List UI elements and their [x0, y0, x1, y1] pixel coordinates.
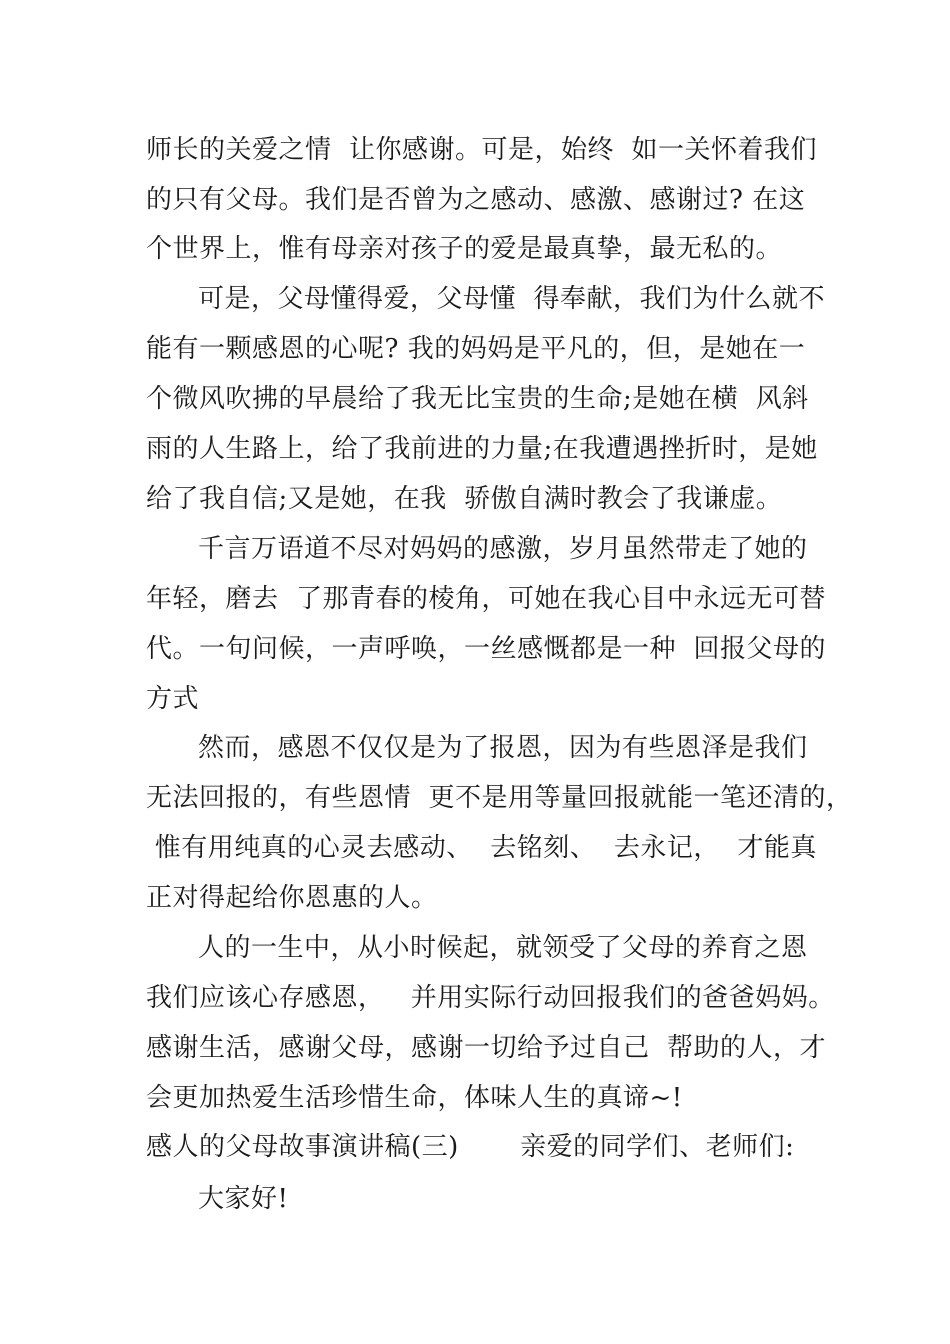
- paragraph-start-line: 千言万语道不尽对妈妈的感激，岁月虽然带走了她的: [198, 534, 808, 564]
- text-line: 能有一颗感恩的心呢? 我的妈妈是平凡的，但，是她在一: [146, 334, 806, 364]
- text-line: 给了我自信;又是她，在我 骄傲自满时教会了我谦虚。: [146, 484, 783, 514]
- section-heading-line: 感人的父母故事演讲稿(三) 亲爱的同学们、老师们:: [146, 1132, 795, 1162]
- text-line: 代。一句问候，一声呼唤，一丝感慨都是一种 回报父母的: [146, 634, 827, 664]
- text-line: 年轻，磨去 了那青春的棱角，可她在我心目中永远无可替: [146, 584, 827, 614]
- paragraph-start-line: 人的一生中，从小时候起，就领受了父母的养育之恩: [198, 933, 808, 963]
- text-line: 我们应该心存感恩， 并用实际行动回报我们的爸爸妈妈。: [146, 983, 835, 1013]
- text-line: 雨的人生路上，给了我前进的力量;在我遭遇挫折时，是她: [146, 434, 818, 464]
- text-line: 惟有用纯真的心灵去感动、 去铭刻、 去永记， 才能真: [146, 833, 817, 863]
- paragraph-start-line: 然而，感恩不仅仅是为了报恩，因为有些恩泽是我们: [198, 733, 808, 763]
- text-line: 个世界上，惟有母亲对孩子的爱是最真挚，最无私的。: [146, 234, 783, 264]
- text-line: 的只有父母。我们是否曾为之感动、感激、感谢过? 在这: [146, 185, 806, 215]
- text-line: 无法回报的，有些恩情 更不是用等量回报就能一笔还清的，: [146, 783, 853, 813]
- text-line: 师长的关爱之情 让你感谢。可是，始终 如一关怀着我们: [146, 135, 818, 165]
- greeting-line: 大家好!: [198, 1184, 289, 1214]
- paragraph-start-line: 可是，父母懂得爱，父母懂 得奉献，我们为什么就不: [198, 284, 826, 314]
- text-line: 个微风吹拂的早晨给了我无比宝贵的生命;是她在横 风斜: [146, 384, 809, 414]
- text-line: 正对得起给你恩惠的人。: [146, 883, 438, 913]
- text-line: 感谢生活，感谢父母，感谢一切给予过自己 帮助的人，才: [146, 1033, 827, 1063]
- text-line: 方式: [146, 684, 200, 714]
- text-line: 会更加热爱生活珍惜生命，体味人生的真谛~!: [146, 1083, 683, 1113]
